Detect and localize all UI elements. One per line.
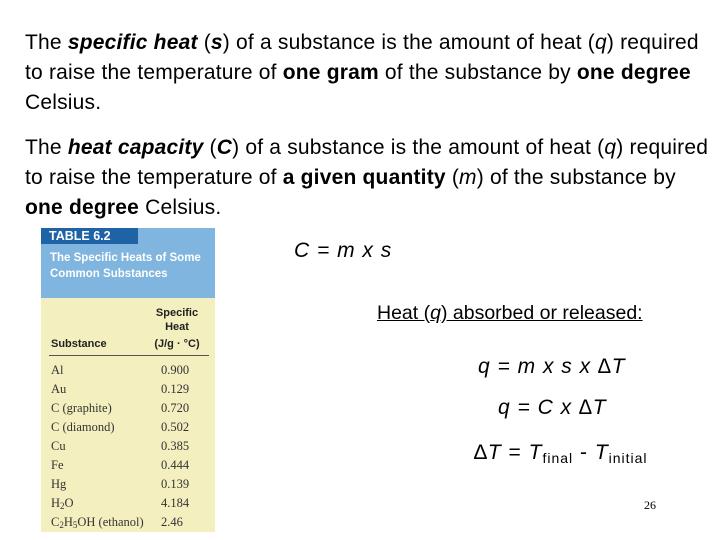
substance-name: Al bbox=[51, 363, 64, 377]
heat-capacity-formula: C = m x s bbox=[294, 239, 393, 262]
heat-formula-capacity: q = C x ∆T bbox=[498, 396, 607, 419]
table-row bbox=[41, 382, 215, 401]
delta-t-formula: $\Delta T = T_{final} - T_{initial}$ bbox=[474, 441, 648, 466]
table-caption: The Specific Heats of Some Common Substances bbox=[50, 252, 201, 280]
table-row bbox=[41, 439, 215, 458]
substance-name: C (diamond) bbox=[51, 420, 115, 434]
specific-heat-value: 0.900 bbox=[161, 363, 190, 377]
substance-name: Cu bbox=[51, 439, 66, 453]
specific-heat-value: 0.502 bbox=[161, 420, 190, 434]
table-label: TABLE 6.2 bbox=[41, 228, 138, 244]
column-header-substance: Substance bbox=[51, 338, 107, 350]
specific-heat-value: 0.139 bbox=[161, 477, 190, 491]
table-row bbox=[41, 515, 215, 534]
heat-absorbed-label: Heat (q) absorbed or released: bbox=[377, 302, 643, 324]
table-row bbox=[41, 363, 215, 382]
table-row bbox=[41, 401, 215, 420]
table-row bbox=[41, 496, 215, 515]
table-row bbox=[41, 477, 215, 496]
specific-heat-value: 0.385 bbox=[161, 439, 190, 453]
table-divider bbox=[49, 355, 209, 356]
specific-heat-value: 0.129 bbox=[161, 382, 190, 396]
page-number: 26 bbox=[644, 498, 656, 512]
specific-heat-value: 4.184 bbox=[161, 496, 190, 510]
column-header-units: (J/g · °C) bbox=[154, 338, 200, 350]
substance-name: $H_2O$ bbox=[51, 496, 74, 511]
heat-formula-mass: q = m x s x ∆T bbox=[478, 355, 626, 378]
table-row bbox=[41, 458, 215, 477]
specific-heat-value: 0.720 bbox=[161, 401, 190, 415]
column-header-specific-heat: Specific Heat bbox=[155, 307, 199, 333]
heat-capacity-definition: The heat capacity (C) of a substance is the amount of heat (q) required to raise the temperature of a given quantity (m) of the substance by one degree Celsius. bbox=[25, 136, 709, 219]
table-row bbox=[41, 420, 215, 439]
specific-heat-value: 2.46 bbox=[161, 515, 183, 529]
specific-heats-table bbox=[41, 228, 215, 532]
specific-heat-definition: The specific heat (s) of a substance is the amount of heat (q) required to raise the temperature of one gram of the substance by one degree Celsius. bbox=[25, 31, 699, 114]
table-header bbox=[41, 228, 215, 298]
substance-name: $C_2H_5OH$ (ethanol) bbox=[51, 515, 144, 530]
specific-heat-value: 0.444 bbox=[161, 458, 190, 472]
substance-name: Fe bbox=[51, 458, 64, 472]
substance-name: Au bbox=[51, 382, 67, 396]
substance-name: Hg bbox=[51, 477, 67, 491]
substance-name: C (graphite) bbox=[51, 401, 112, 415]
